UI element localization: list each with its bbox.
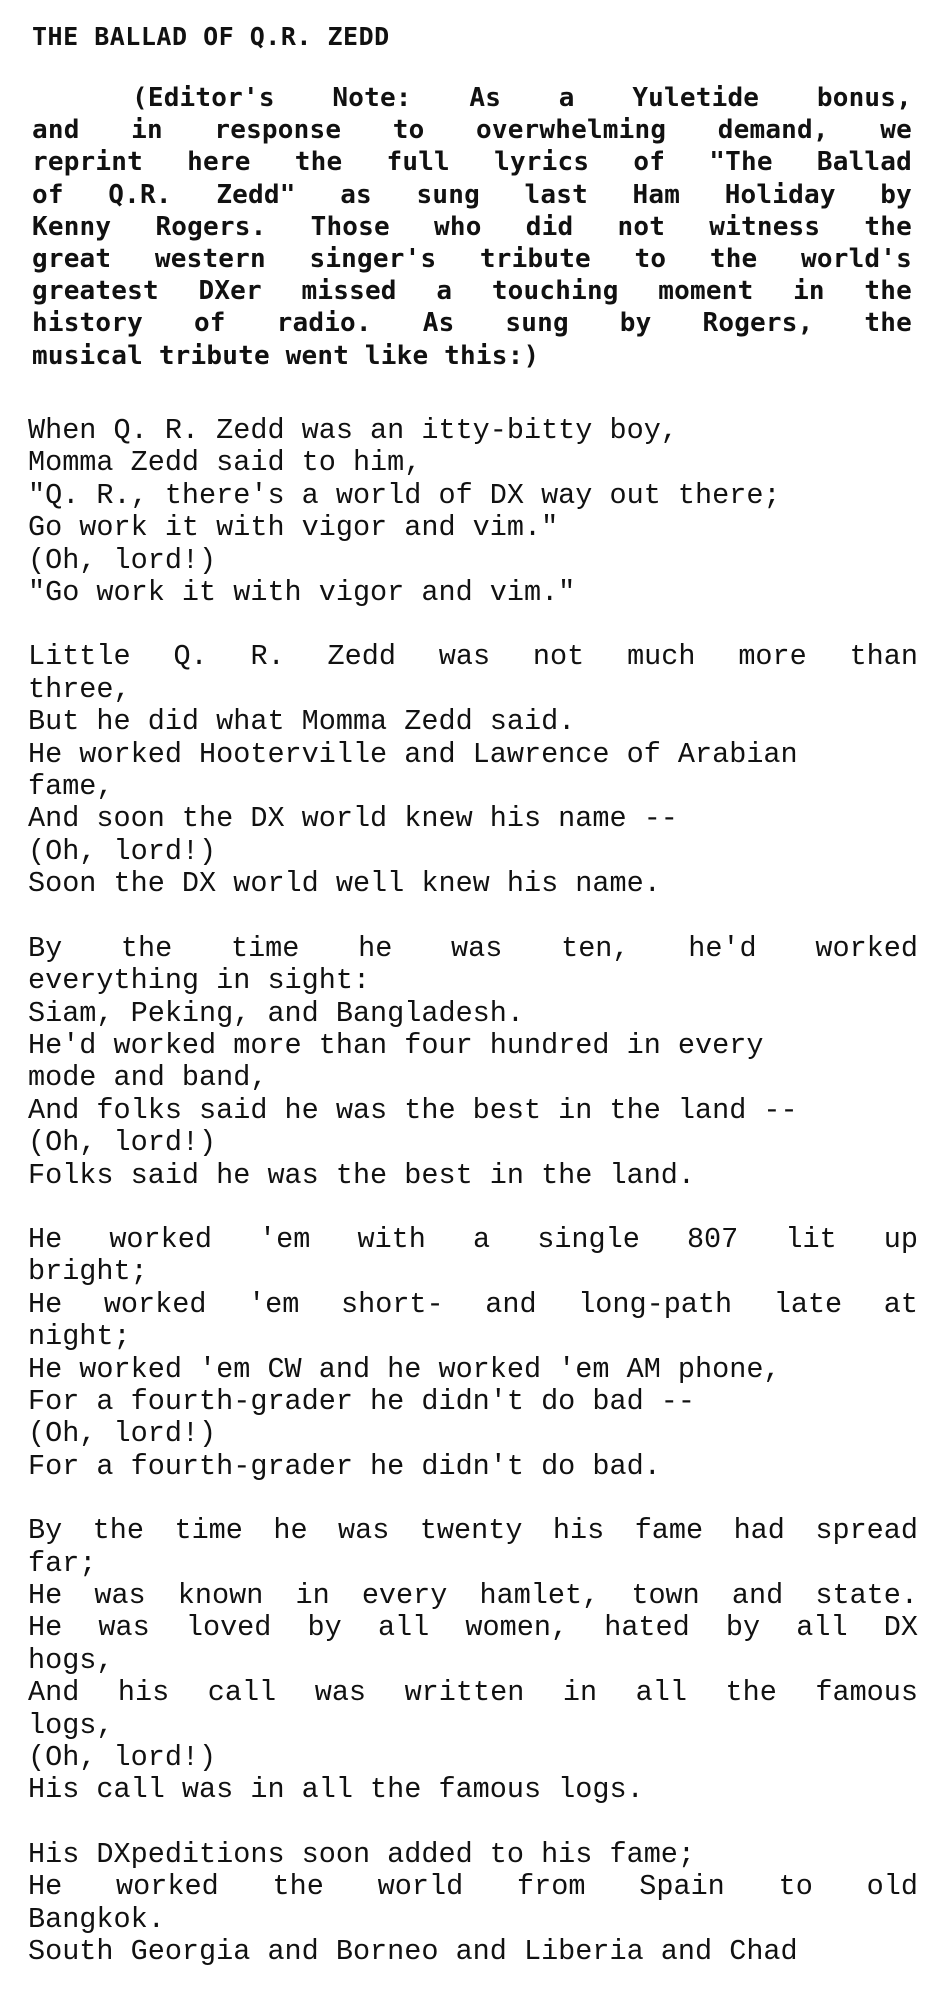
lyric-line: three, <box>28 672 131 706</box>
page-title: THE BALLAD OF Q.R. ZEDD <box>32 22 390 51</box>
note-line: greatest DXer missed a touching moment in the <box>32 276 912 307</box>
note-line: and in response to overwhelming demand, we <box>32 115 912 146</box>
lyric-line: And his call was written in all the famous <box>28 1676 918 1710</box>
note-line: reprint here the full lyrics of "The Ballad <box>32 147 912 178</box>
note-line: great western singer's tribute to the world's <box>32 244 912 275</box>
lyric-line: South Georgia and Borneo and Liberia and Chad <box>28 1935 798 1969</box>
editors-note <box>32 82 912 372</box>
lyric-line: When Q. R. Zedd was an itty-bitty boy, <box>28 414 678 447</box>
lyric-line: He was known in every hamlet, town and state. <box>28 1579 918 1612</box>
lyric-line: "Q. R., there's a world of DX way out there; <box>28 478 781 512</box>
lyric-line: Go work it with vigor and vim." <box>28 511 559 545</box>
lyric-line: everything in sight: <box>28 964 371 998</box>
stanza-5 <box>28 1515 918 1807</box>
lyric-line: Siam, Peking, and Bangladesh. <box>28 996 524 1030</box>
lyric-line: For a fourth-grader he didn't do bad. <box>28 1449 661 1483</box>
lyric-line: He worked 'em CW and he worked 'em AM phone, <box>28 1352 781 1386</box>
lyric-line: night; <box>28 1320 131 1354</box>
lyric-line: He worked 'em with a single 807 lit up <box>28 1222 918 1256</box>
lyric-line: (Oh, lord!) <box>28 834 217 868</box>
lyric-line: Momma Zedd said to him, <box>28 446 422 480</box>
lyric-line: By the time he was ten, he'd worked <box>28 931 918 965</box>
stanza-2 <box>28 641 918 900</box>
lyric-line: (Oh, lord!) <box>28 1741 217 1775</box>
stanza-6 <box>28 1839 918 1969</box>
lyric-line: (Oh, lord!) <box>28 1417 217 1451</box>
note-line: Kenny Rogers. Those who did not witness the <box>32 211 912 242</box>
lyric-line: For a fourth-grader he didn't do bad -- <box>28 1384 696 1418</box>
lyric-line: And folks said he was the best in the land -- <box>28 1093 798 1127</box>
lyric-line: He worked the world from Spain to old <box>28 1870 918 1904</box>
lyric-line: Bangkok. <box>28 1902 165 1936</box>
lyric-line: He worked Hooterville and Lawrence of Arabian <box>28 737 798 771</box>
lyric-line: His DXpeditions soon added to his fame; <box>28 1837 696 1871</box>
lyric-line: Folks said he was the best in the land. <box>28 1158 696 1192</box>
note-line: history of radio. As sung by Rogers, the <box>32 308 912 339</box>
note-line: of Q.R. Zedd" as sung last Ham Holiday by <box>32 179 912 210</box>
lyric-line: hogs, <box>28 1643 114 1677</box>
lyric-line: (Oh, lord!) <box>28 543 217 577</box>
lyric-line: And soon the DX world knew his name -- <box>28 802 678 836</box>
lyric-line: He'd worked more than four hundred in every <box>28 1028 764 1062</box>
lyric-line: far; <box>28 1546 97 1580</box>
lyric-line: By the time he was twenty his fame had spread <box>28 1514 918 1548</box>
lyric-line: "Go work it with vigor and vim." <box>28 576 576 610</box>
lyrics <box>28 415 918 2000</box>
lyric-line: Soon the DX world well knew his name. <box>28 867 661 901</box>
note-line: musical tribute went like this:) <box>32 340 540 371</box>
lyric-line: bright; <box>28 1255 148 1289</box>
lyric-line: But he did what Momma Zedd said. <box>28 705 576 739</box>
lyric-line: His call was in all the famous logs. <box>28 1773 644 1807</box>
lyric-line: logs, <box>28 1708 114 1742</box>
stanza-1 <box>28 415 918 609</box>
lyric-line: mode and band, <box>28 1061 268 1095</box>
lyric-line: He worked 'em short- and long-path late at <box>28 1287 918 1321</box>
note-line: (Editor's Note: As a Yuletide bonus, <box>132 83 912 113</box>
stanza-3 <box>28 933 918 1192</box>
lyric-line: (Oh, lord!) <box>28 1126 217 1160</box>
lyric-line: Little Q. R. Zedd was not much more than <box>28 640 918 674</box>
stanza-4 <box>28 1224 918 1483</box>
lyric-line: He was loved by all women, hated by all DX <box>28 1611 918 1645</box>
lyric-line: fame, <box>28 770 114 804</box>
